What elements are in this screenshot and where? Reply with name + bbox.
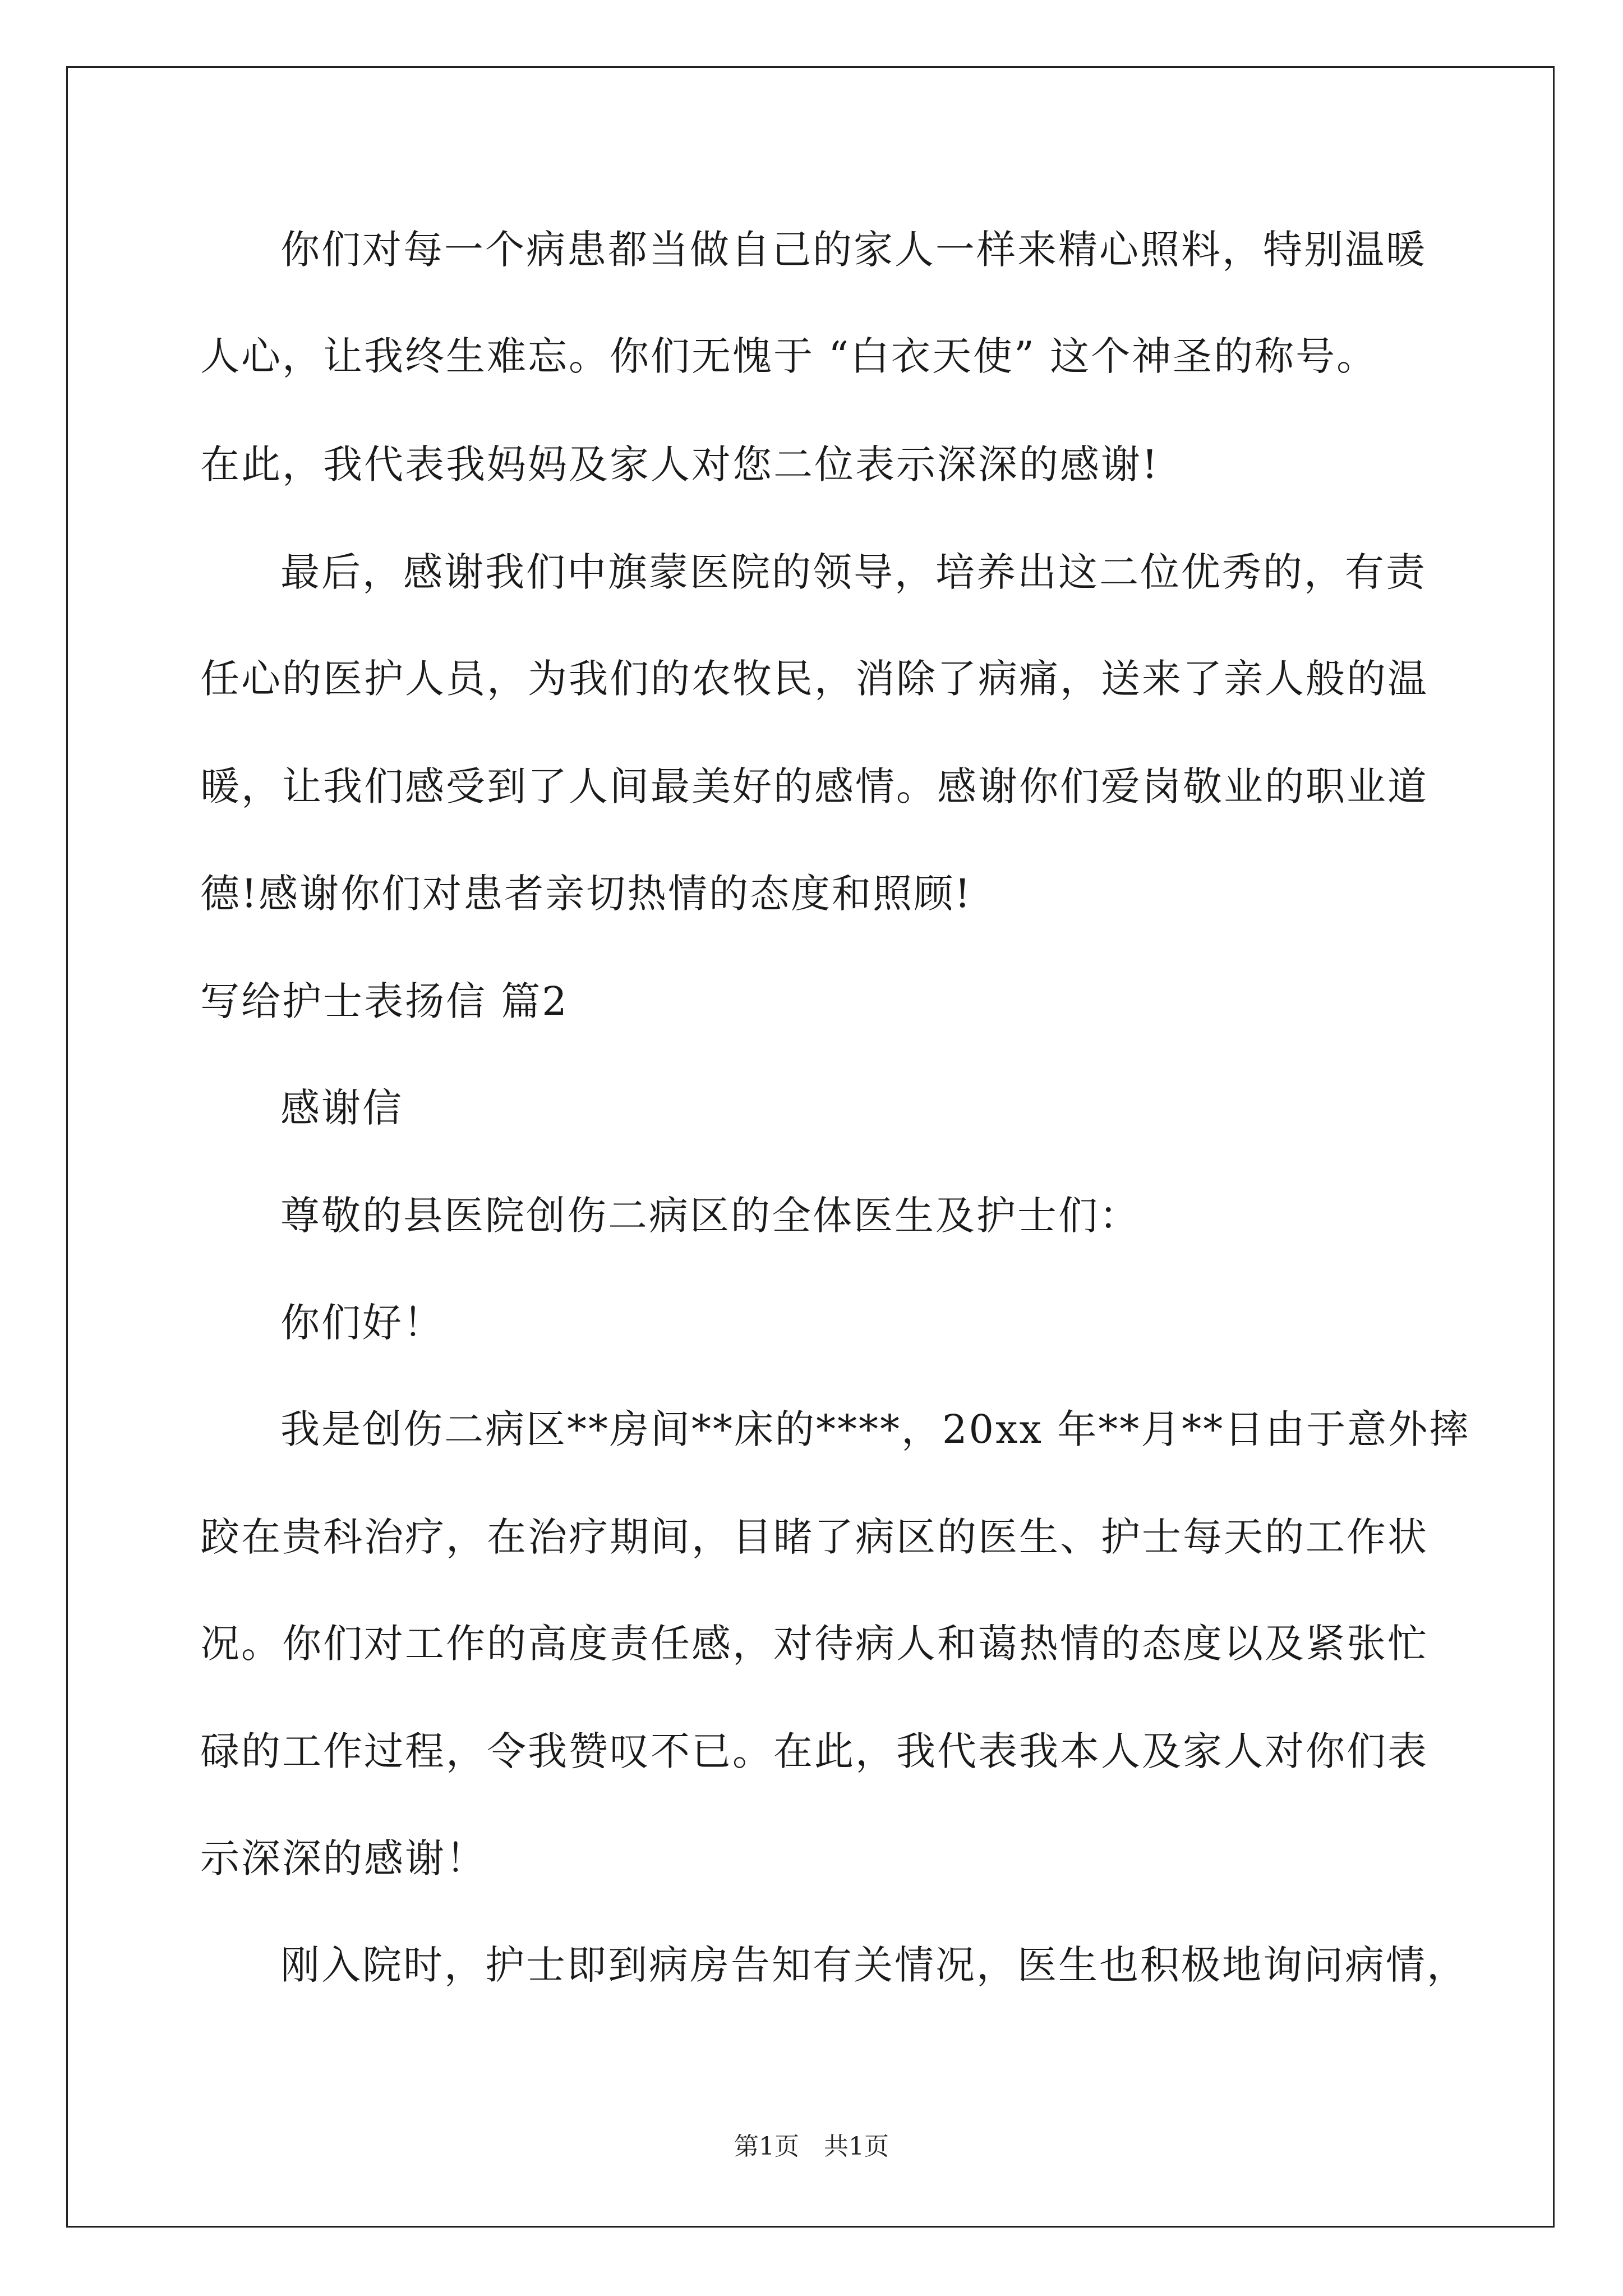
paragraph-2-line-2: 任心的医护人员，为我们的农牧民，消除了病痛，送来了亲人般的温 (200, 656, 1428, 702)
paragraph-1-line-1: 你们对每一个病患都当做自己的家人一样来精心照料，特别温暖 (280, 227, 1427, 273)
paragraph-1-line-2: 人心，让我终生难忘。你们无愧于 “白衣天使” 这个神圣的称号。 (200, 333, 1378, 379)
body-paragraph-line-2: 跤在贵科治疗，在治疗期间，目睹了病区的医生、护士每天的工作状 (200, 1514, 1428, 1560)
body-paragraph-line-5: 示深深的感谢！ (200, 1835, 487, 1881)
body-paragraph-line-3: 况。你们对工作的高度责任感，对待病人和蔼热情的态度以及紧张忙 (200, 1621, 1428, 1667)
greeting: 你们好！ (280, 1300, 444, 1346)
body-paragraph-line-4: 碌的工作过程，令我赞叹不已。在此，我代表我本人及家人对你们表 (200, 1728, 1428, 1774)
section-heading: 写给护士表扬信 篇2 (200, 978, 569, 1024)
paragraph-2-line-3: 暖，让我们感受到了人间最美好的感情。感谢你们爱岗敬业的职业道 (200, 763, 1428, 809)
salutation: 尊敬的县医院创伤二病区的全体医生及护士们： (280, 1193, 1140, 1239)
paragraph-2-line-1: 最后，感谢我们中旗蒙医院的领导，培养出这二位优秀的，有责 (280, 549, 1427, 595)
page-footer: 第1页 共1页 (734, 2132, 889, 2161)
letter-title: 感谢信 (280, 1085, 403, 1131)
body-paragraph-line-1: 我是创伤二病区**房间**床的****，20xx 年**月**日由于意外摔 (280, 1406, 1470, 1452)
last-paragraph-line-1: 刚入院时，护士即到病房告知有关情况，医生也积极地询问病情， (280, 1942, 1468, 1988)
paragraph-1-line-3: 在此，我代表我妈妈及家人对您二位表示深深的感谢! (200, 441, 1160, 487)
page-border (66, 66, 1555, 2228)
paragraph-2-line-4: 德!感谢你们对患者亲切热情的态度和照顾! (200, 871, 972, 917)
